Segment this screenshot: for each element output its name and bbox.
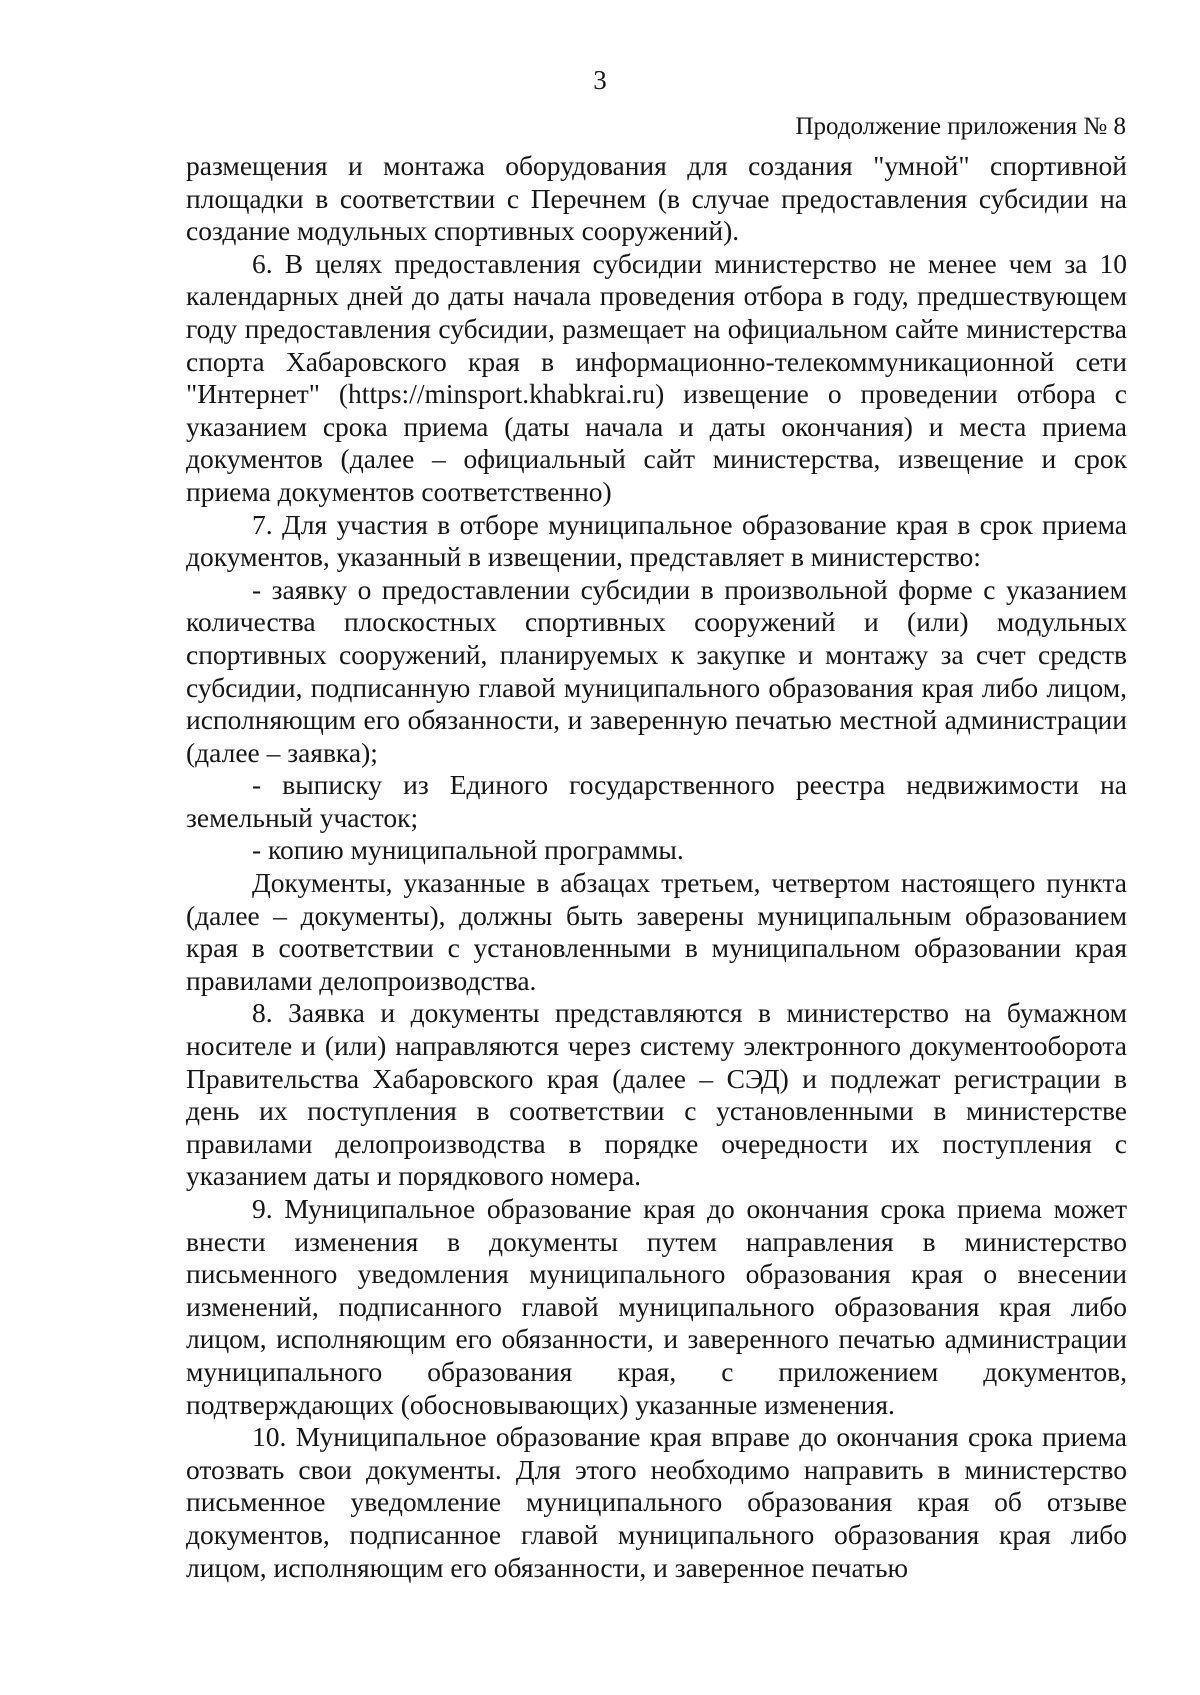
- paragraph-clause-8: 8. Заявка и документы представляются в министерство на бумажном носителе и (или) направляются через систему электронного документооборота Правительства Хабаровского края (далее – СЭД) и подлежат регистрации в день их поступления в соответствии с установленными в министерстве правилами делопроизводства в порядке очередности их поступления с указанием даты и порядкового номера.: [186, 997, 1127, 1192]
- paragraph-item-application: - заявку о предоставлении субсидии в произвольной форме с указанием количества плоскостных спортивных сооружений и (или) модульных спортивных сооружений, планируемых к закупке и монтажу за счет средств субсидии, подписанную главой муниципального образования края либо лицом, исполняющим его обязанности, и заверенную печатью местной администрации (далее – заявка);: [186, 573, 1127, 768]
- paragraph-clause-9: 9. Муниципальное образование края до окончания срока приема может внести изменения в документы путем направления в министерство письменного уведомления муниципального образования края о внесении изменений, подписанного главой муниципального образования края либо лицом, исполняющим его обязанности, и заверенного печатью администрации муниципального образования края, с приложением документов, подтверждающих (обосновывающих) указанные изменения.: [186, 1193, 1127, 1420]
- page-number: 3: [593, 65, 607, 95]
- paragraph-clause-7: 7. Для участия в отборе муниципальное образование края в срок приема документов, указанный в извещении, представляет в министерство:: [186, 508, 1127, 573]
- document-body: [186, 150, 1127, 1584]
- paragraph-placement-continuation: размещения и монтажа оборудования для создания "умной" спортивной площадки в соответствии с Перечнем (в случае предоставления субсидии на создание модульных спортивных сооружений).: [186, 150, 1127, 247]
- paragraph-clause-10: 10. Муниципальное образование края вправе до окончания срока приема отозвать свои документы. Для этого необходимо направить в министерство письменное уведомление муниципального образования края об отзыве документов, подписанное главой муниципального образования края либо лицом, исполняющим его обязанности, и заверенное печатью: [186, 1421, 1127, 1583]
- paragraph-clause-6: 6. В целях предоставления субсидии министерство не менее чем за 10 календарных дней до даты начала проведения отбора в году, предшествующем году предоставления субсидии, размещает на официальном сайте министерства спорта Хабаровского края в информационно-телекоммуникационной сети "Интернет" (https://minsport.khabkrai.ru) извещение о проведении отбора с указанием срока приема (даты начала и даты окончания) и места приема документов (далее – официальный сайт министерства, извещение и срок приема документов соответственно): [186, 247, 1127, 507]
- paragraph-item-registry-extract: - выписку из Единого государственного реестра недвижимости на земельный участок;: [186, 769, 1127, 833]
- paragraph-documents-certification: Документы, указанные в абзацах третьем, четвертом настоящего пункта (далее – документы), должны быть заверены муниципальным образованием края в соответствии с установленными в муниципальном образовании края правилами делопроизводства.: [186, 867, 1127, 996]
- paragraph-item-program-copy: - копию муниципальной программы.: [252, 834, 684, 866]
- continuation-label: Продолжение приложения № 8: [795, 113, 1126, 140]
